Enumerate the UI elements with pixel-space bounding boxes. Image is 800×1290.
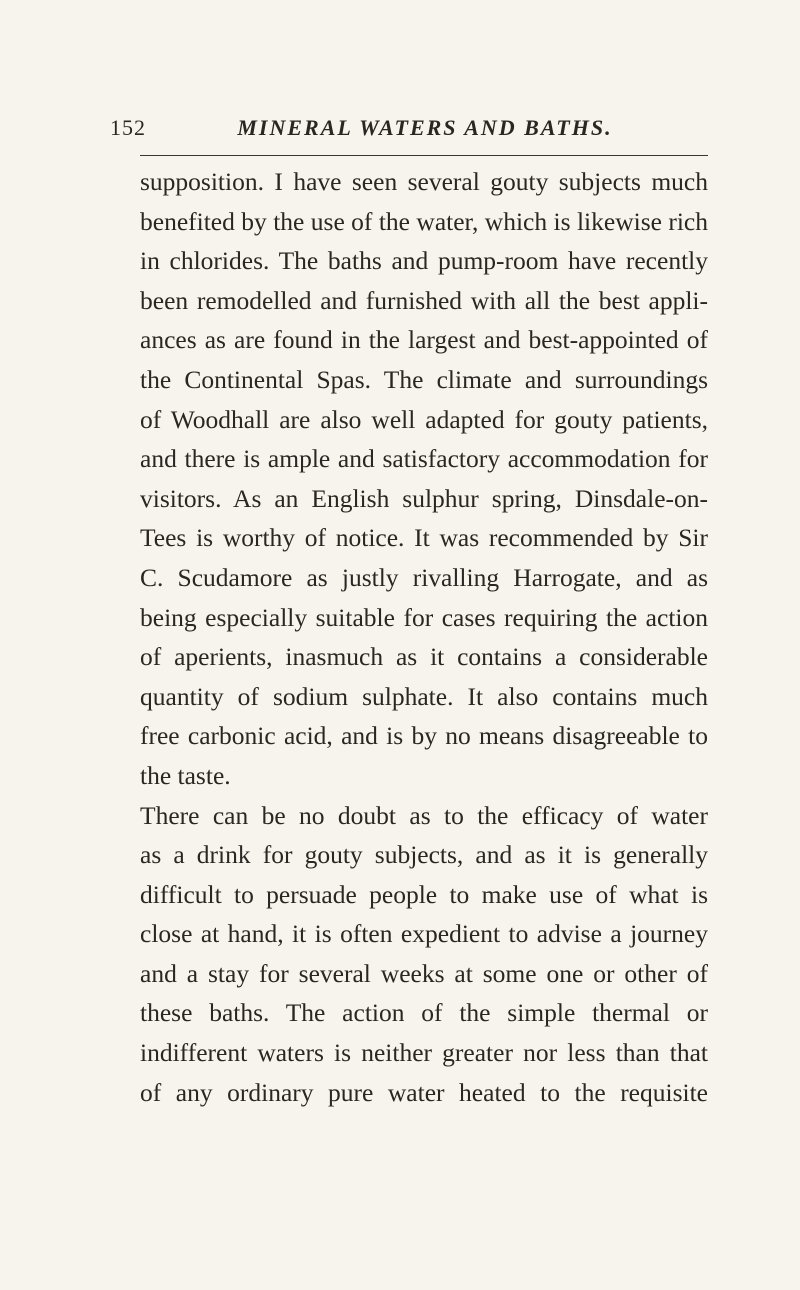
text-line: these baths. The action of the simple thermal or — [140, 998, 708, 1028]
text-line: indifferent waters is neither greater nor less than that — [140, 1038, 708, 1068]
text-line: difficult to persuade people to make use of what is — [140, 879, 708, 909]
page-header — [110, 110, 710, 150]
text-line: the Continental Spas. The climate and surroundings — [140, 364, 708, 394]
text-line: as a drink for gouty subjects, and as it is generally — [140, 840, 708, 870]
running-title: MINERAL WATERS AND BATHS. — [237, 115, 613, 140]
header-rule — [140, 155, 708, 156]
text-line: quantity of sodium sulphate. It also contains much — [140, 681, 708, 711]
text-line: There can be no doubt as to the efficacy of water — [140, 800, 708, 830]
page-number: 152 — [110, 115, 146, 140]
text-line: of Woodhall are also well adapted for gouty patients, — [140, 404, 708, 434]
text-line: in chlorides. The baths and pump-room have recently — [140, 246, 708, 276]
text-line: and a stay for several weeks at some one or other of — [140, 958, 708, 988]
paragraph-1 — [140, 162, 708, 796]
text-line: been remodelled and furnished with all the best appli- — [140, 285, 708, 315]
text-line: and there is ample and satisfactory accommodation for — [140, 444, 708, 474]
text-line: of any ordinary pure water heated to the requisite — [140, 1077, 708, 1107]
text-line: close at hand, it is often expedient to advise a journey — [140, 919, 708, 949]
text-line: C. Scudamore as justly rivalling Harrogate, and as — [140, 562, 708, 592]
text-line: Tees is worthy of notice. It was recommended by Sir — [140, 523, 708, 553]
text-line: benefited by the use of the water, which is likewise rich — [140, 206, 708, 236]
text-line: visitors. As an English sulphur spring, Dinsdale-on- — [140, 483, 708, 513]
text-line: being especially suitable for cases requiring the action — [140, 602, 708, 632]
text-line: supposition. I have seen several gouty subjects much — [140, 167, 708, 196]
body-text — [140, 162, 708, 1112]
paragraph-2 — [140, 796, 708, 1113]
text-line: the taste. — [140, 760, 231, 790]
text-line: of aperients, inasmuch as it contains a considerable — [140, 642, 708, 672]
text-line: ances as are found in the largest and best-appointed of — [140, 325, 708, 355]
text-line: free carbonic acid, and is by no means disagreeable to — [140, 721, 708, 751]
